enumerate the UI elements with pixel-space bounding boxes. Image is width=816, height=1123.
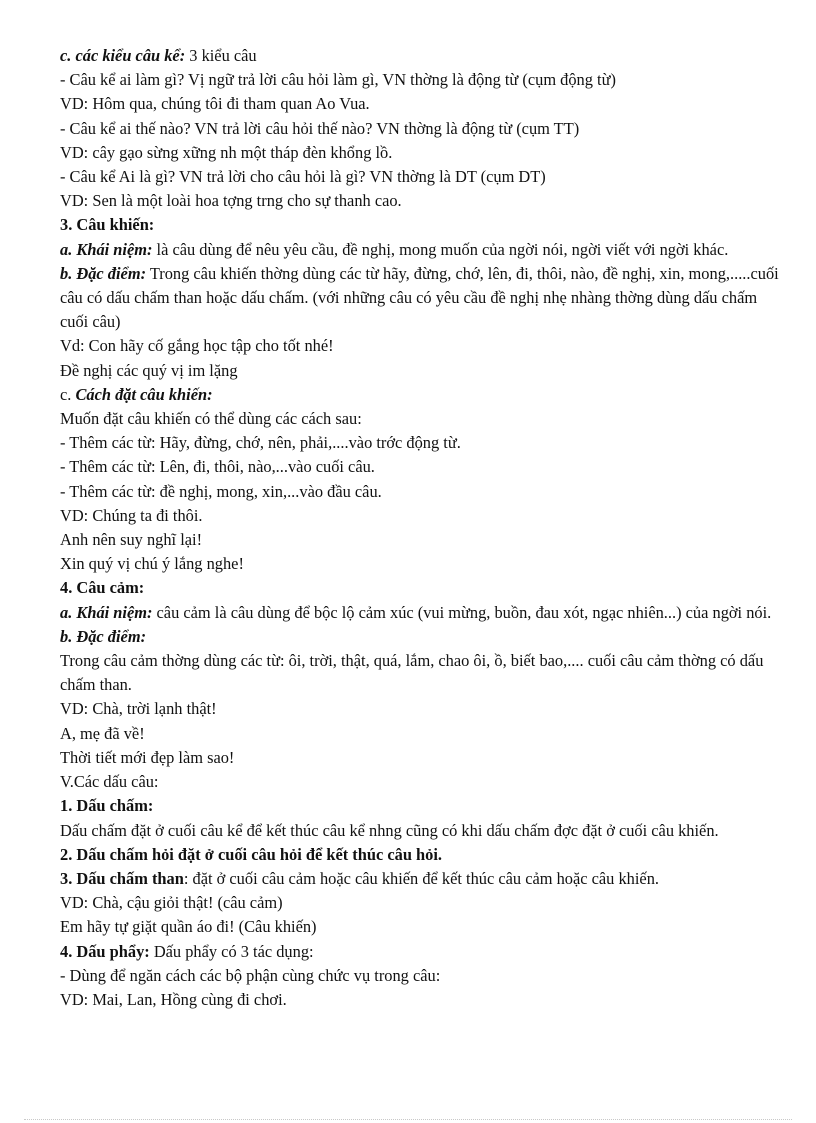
- text-line: - Câu kể ai làm gì? Vị ngữ trả lời câu hỏi làm gì, VN thờng là động từ (cụm động từ): [60, 70, 616, 90]
- example-line: Xin quý vị chú ý lắng nghe!: [60, 554, 244, 574]
- section-heading-exclamative: 4. Câu cảm:: [60, 578, 145, 598]
- period-paragraph: Dấu chấm đặt ở cuối câu kể để kết thúc câu kể nhng cũng có khi dấu chấm đợc đặt ở cuối câu khiến.: [60, 820, 719, 840]
- subheading-features: b. Đặc điểm:: [60, 626, 147, 646]
- example-line: VD: cây gạo sừng xững nh một tháp đèn khổng lồ.: [60, 142, 393, 162]
- text-line: - Thêm các từ: đề nghị, mong, xin,...vào đầu câu.: [60, 481, 382, 501]
- heading-sentence-types: c. các kiểu câu kể: 3 kiểu câu: [60, 46, 257, 65]
- feature-paragraph: Trong câu cảm thờng dùng các từ: ôi, trời, thật, quá, lắm, chao ôi, ồ, biết bao,.... cuối câu cảm thờng có dấu chấm than.: [60, 651, 764, 695]
- example-line: VD: Hôm qua, chúng tôi đi tham quan Ao Vua.: [60, 94, 370, 114]
- example-line: Thời tiết mới đẹp làm sao!: [60, 747, 235, 767]
- example-line: A, mẹ đã về!: [60, 723, 145, 743]
- example-line: Em hãy tự giặt quần áo đi! (Câu khiến): [60, 917, 317, 937]
- page-bottom-divider: [24, 1119, 792, 1120]
- text-line: - Dùng để ngăn cách các bộ phận cùng chức vụ trong câu:: [60, 965, 441, 985]
- feature-paragraph: b. Đặc điểm: Trong câu khiến thờng dùng các từ hãy, đừng, chớ, lên, đi, thôi, nào, đề nghị, xin, mong,.....cuối câu có dấu chấm than hoặc dấu chấm. (với những câu có yêu cầu đề nghị nhẹ nhàng thờng dùng dấu chấm cuối câu): [60, 263, 779, 332]
- document-page: [60, 44, 780, 1012]
- section-heading-punctuation: V.Các dấu câu:: [60, 772, 159, 792]
- heading-question-mark: 2. Dấu chấm hỏi đặt ở cuối câu hỏi để kết thúc câu hỏi.: [60, 844, 443, 864]
- comma-heading-line: 4. Dấu phẩy: Dấu phẩy có 3 tác dụng:: [60, 941, 314, 961]
- example-line: Đề nghị các quý vị im lặng: [60, 360, 238, 380]
- example-line: VD: Sen là một loài hoa tợng trng cho sự thanh cao.: [60, 191, 402, 211]
- example-line: VD: Mai, Lan, Hồng cùng đi chơi.: [60, 989, 287, 1009]
- text-line: Muốn đặt câu khiến có thể dùng các cách sau:: [60, 409, 362, 429]
- heading-period: 1. Dấu chấm:: [60, 796, 154, 816]
- definition-paragraph: a. Khái niệm: câu cảm là câu dùng để bộc lộ cảm xúc (vui mừng, buồn, đau xót, ngạc nhiên...) của ngời nói.: [60, 602, 772, 622]
- example-line: VD: Chà, trời lạnh thật!: [60, 699, 217, 719]
- text-line: - Thêm các từ: Hãy, đừng, chớ, nên, phải,....vào trớc động từ.: [60, 433, 461, 453]
- example-line: VD: Chúng ta đi thôi.: [60, 505, 203, 525]
- text-line: - Câu kể ai thế nào? VN trả lời câu hỏi thế nào? VN thờng là động từ (cụm TT): [60, 118, 580, 138]
- example-line: Anh nên suy nghĩ lại!: [60, 530, 203, 550]
- example-line: Vd: Con hãy cố gắng học tập cho tốt nhé!: [60, 336, 334, 356]
- section-heading-imperative: 3. Câu khiến:: [60, 215, 155, 235]
- text-line: - Thêm các từ: Lên, đi, thôi, nào,...vào cuối câu.: [60, 457, 375, 477]
- exclamation-mark-line: 3. Dấu chấm than: đặt ở cuối câu cảm hoặc câu khiến để kết thúc câu cảm hoặc câu khiến.: [60, 868, 659, 888]
- definition-paragraph: a. Khái niệm: là câu dùng để nêu yêu cầu, đề nghị, mong muốn của ngời nói, ngời viết với ngời khác.: [60, 239, 729, 259]
- subheading-how-to: c. Cách đặt câu khiến:: [60, 384, 213, 404]
- text-line: - Câu kể Ai là gì? VN trả lời cho câu hỏi là gì? VN thờng là DT (cụm DT): [60, 167, 546, 187]
- example-line: VD: Chà, cậu giỏi thật! (câu cảm): [60, 893, 283, 913]
